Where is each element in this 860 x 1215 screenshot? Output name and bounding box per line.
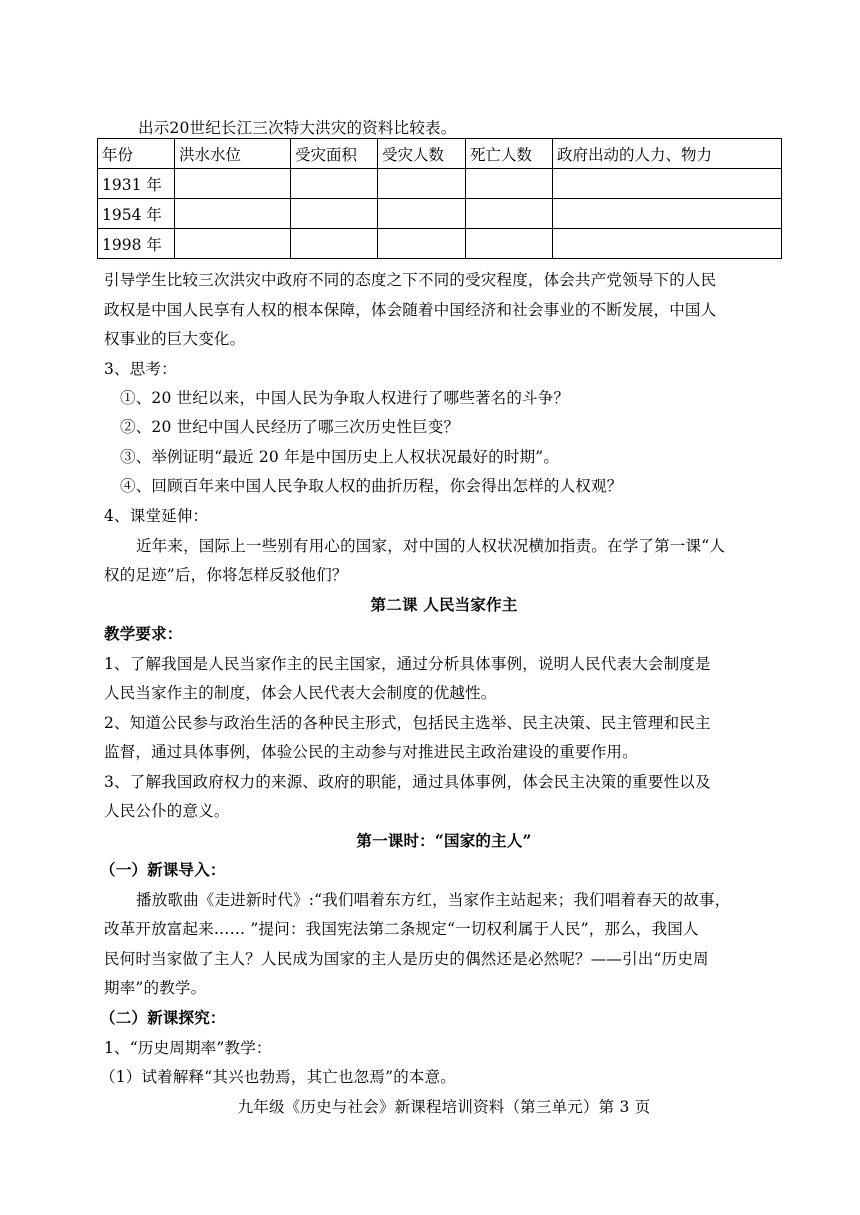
header-cell: 年份 [98,139,175,169]
part1-line: 改革开放富起来…… ”提问：我国宪法第二条规定“一切权利属于人民”，那么，我国人 [104,920,699,938]
table-cell [553,169,782,199]
part2-line: （1）试着解释“其兴也勃焉，其亡也忽焉”的本意。 [100,1068,457,1086]
requirement-line: 人民公仆的意义。 [104,802,230,820]
table-cell: 1998 年 [98,229,175,259]
guide-line: 政权是中国人民享有人权的根本保障，体会随着中国经济和社会事业的不断发展，中国人 [104,301,717,319]
table-cell [378,229,466,259]
requirements-heading: 教学要求： [104,624,183,643]
requirement-line: 2、知道公民参与政治生活的各种民主形式，包括民主选举、民主决策、民主管理和民主 [104,714,711,732]
extend-line: 权的足迹”后，你将怎样反驳他们？ [104,566,348,584]
part2-line: 1、“历史周期率”教学： [104,1039,272,1057]
think-item: ④、回顾百年来中国人民争取人权的曲折历程，你会得出怎样的人权观？ [120,477,623,495]
table-cell [378,169,466,199]
session-title: 第一课时：“国家的主人” [356,831,532,850]
header-cell: 受灾人数 [378,139,466,169]
table-row [98,169,782,199]
requirement-line: 1、了解我国是人民当家作主的民主国家，通过分析具体事例，说明人民代表大会制度是 [104,655,711,673]
lesson-title: 第二课 人民当家作主 [370,595,518,614]
header-cell: 政府出动的人力、物力 [553,139,782,169]
header-cell: 死亡人数 [466,139,553,169]
table-cell [378,199,466,229]
intro-text: 出示20世纪长江三次特大洪灾的资料比较表。 [138,119,457,137]
table-cell [175,199,291,229]
part2-heading: （二）新课探究： [100,1008,226,1027]
table-cell [466,169,553,199]
extend-line: 近年来，国际上一些别有用心的国家，对中国的人权状况横加指责。在学了第一课“人 [136,537,726,555]
table-cell [291,199,378,229]
table-cell [553,199,782,229]
table-cell: 1931 年 [98,169,175,199]
table-cell [175,169,291,199]
part1-line: 民何时当家做了主人？人民成为国家的主人是历史的偶然还是必然呢？——引出“历史周 [104,950,709,968]
requirement-line: 监督，通过具体事例，体验公民的主动参与对推进民主政治建设的重要作用。 [104,743,638,761]
table-cell [553,229,782,259]
table-header-row [98,139,782,169]
table-row [98,199,782,229]
part1-heading: （一）新课导入： [100,860,226,879]
table-cell [291,229,378,259]
flood-comparison-table [97,138,782,259]
table-row [98,229,782,259]
table-cell [466,229,553,259]
extend-heading: 4、课堂延伸： [104,507,209,525]
table-cell [466,199,553,229]
guide-line: 权事业的巨大变化。 [104,330,246,348]
requirement-line: 人民当家作主的制度，体会人民代表大会制度的优越性。 [104,684,497,702]
think-item: ①、20 世纪以来，中国人民为争取人权进行了哪些著名的斗争？ [120,389,570,407]
part1-line: 期率”的教学。 [104,979,207,997]
requirement-line: 3、了解我国政府权力的来源、政府的职能，通过具体事例，体会民主决策的重要性以及 [104,773,711,791]
think-item: ③、举例证明“最近 20 年是中国历史上人权状况最好的时期”。 [120,448,560,466]
page-footer: 九年级《历史与社会》新课程培训资料（第三单元）第 3 页 [237,1098,651,1116]
part1-line: 播放歌曲《走进新时代》:“我们唱着东方红，当家作主站起来；我们唱着春天的故事， [136,891,731,909]
table-cell [175,229,291,259]
header-cell: 受灾面积 [291,139,378,169]
guide-line: 引导学生比较三次洪灾中政府不同的态度之下不同的受灾程度，体会共产党领导下的人民 [104,271,717,289]
think-heading: 3、思考： [104,360,177,378]
table-cell [291,169,378,199]
think-item: ②、20 世纪中国人民经历了哪三次历史性巨变？ [120,418,460,436]
table-cell: 1954 年 [98,199,175,229]
header-cell: 洪水水位 [175,139,291,169]
